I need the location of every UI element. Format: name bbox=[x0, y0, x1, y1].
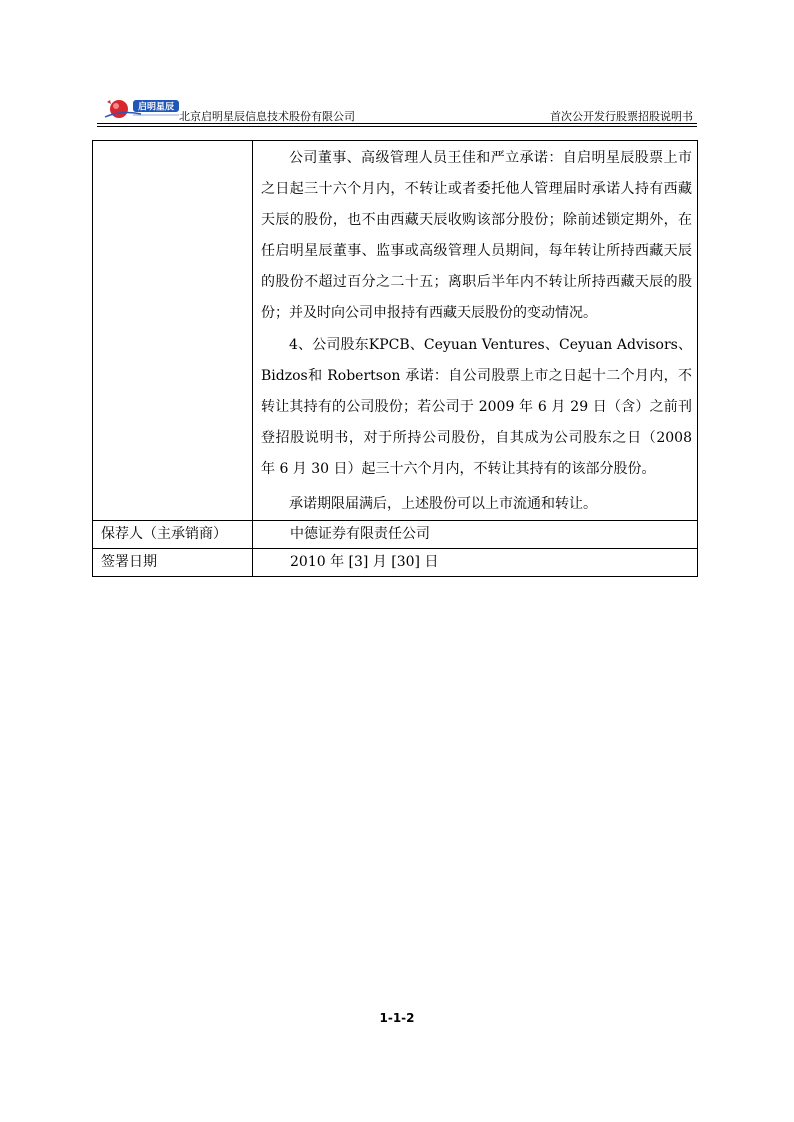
page-header bbox=[97, 92, 697, 126]
table-row bbox=[93, 549, 698, 577]
commitment-paragraph: 4、公司股东KPCB、Ceyuan Ventures、Ceyuan Advisors、Bidzos和 Robertson 承诺：自公司股票上市之日起十二个月内，不转让其持有的公司股份；若公司于 2009 年 6 月 29 日（含）之前刊登招股说明书，对于所持公司股份，自其成为公司股东之日（2008 年 6 月 30 日）起三十六个月内，不转让其持有的该部分股份。 bbox=[261, 337, 692, 477]
header-rule-thin bbox=[97, 126, 697, 127]
page-number: 1-1-2 bbox=[379, 1011, 415, 1025]
info-table bbox=[92, 140, 698, 577]
document-title: 首次公开发行股票招股说明书 bbox=[550, 110, 693, 123]
company-logo bbox=[101, 92, 183, 122]
sponsor-label: 保荐人（主承销商） bbox=[93, 521, 253, 549]
commitment-paragraph: 承诺期限届满后，上述股份可以上市流通和转让。 bbox=[289, 496, 597, 512]
sign-date-value: 2010 年 [3] 月 [30] 日 bbox=[253, 549, 698, 577]
company-name: 北京启明星辰信息技术股份有限公司 bbox=[179, 110, 355, 123]
table-row bbox=[93, 141, 698, 521]
table-cell-empty bbox=[93, 141, 253, 521]
commitment-paragraph: 公司董事、高级管理人员王佳和严立承诺：自启明星辰股票上市之日起三十六个月内，不转让或者委托他人管理届时承诺人持有西藏天辰的股份，也不由西藏天辰收购该部分股份；除前述锁定期外，在任启明星辰董事、监事或高级管理人员期间，每年转让所持西藏天辰的股份不超过百分之二十五；离职后半年内不转让所持西藏天辰的股份；并及时向公司申报持有西藏天辰股份的变动情况。 bbox=[261, 150, 692, 321]
commitment-cell bbox=[253, 141, 698, 521]
sign-date-label: 签署日期 bbox=[93, 549, 253, 577]
svg-text:启明星辰: 启明星辰 bbox=[137, 102, 175, 113]
table-row bbox=[93, 521, 698, 549]
header-rule bbox=[97, 123, 697, 124]
sponsor-value: 中德证券有限责任公司 bbox=[253, 521, 698, 549]
